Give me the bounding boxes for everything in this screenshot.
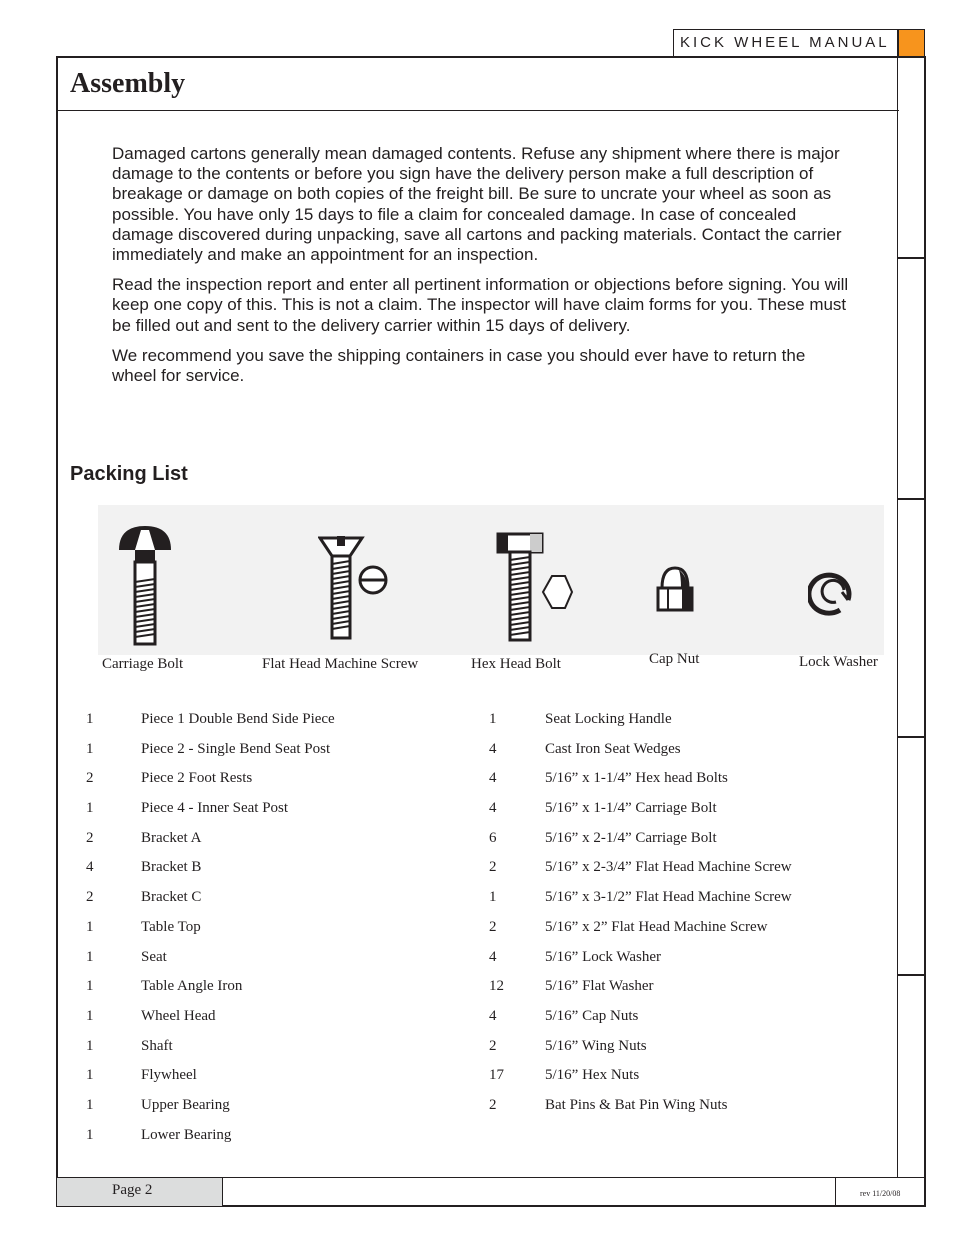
intro-text	[112, 144, 852, 396]
item-quantity: 2	[86, 829, 94, 846]
intro-paragraph: We recommend you save the shipping containers in case you should ever have to return the wheel for service.	[112, 345, 806, 386]
hex-head-bolt-icon	[494, 530, 574, 644]
footer-rev-divider	[835, 1178, 836, 1206]
part-label: Cap Nut	[649, 651, 700, 667]
part-label: Carriage Bolt	[102, 656, 184, 672]
item-name: 5/16” Flat Washer	[545, 978, 654, 995]
flat-head-screw-icon	[318, 534, 390, 642]
packing-list-left	[86, 711, 466, 1156]
item-quantity: 2	[86, 770, 94, 787]
item-name: 5/16” x 2-3/4” Flat Head Machine Screw	[545, 859, 792, 876]
item-quantity: 6	[489, 829, 497, 846]
list-item	[489, 1038, 879, 1068]
item-quantity: 1	[86, 948, 94, 965]
item-name: 5/16” Cap Nuts	[545, 1007, 639, 1024]
item-quantity: 1	[489, 711, 497, 727]
item-name: Lower Bearing	[141, 1126, 232, 1143]
list-item	[86, 919, 466, 949]
item-quantity: 1	[86, 1096, 94, 1113]
item-quantity: 2	[489, 918, 497, 935]
item-name: 5/16” x 1-1/4” Carriage Bolt	[545, 800, 717, 817]
list-item	[86, 741, 466, 771]
list-item	[86, 889, 466, 919]
item-quantity: 1	[86, 1126, 94, 1143]
item-name: 5/16” x 1-1/4” Hex head Bolts	[545, 770, 728, 787]
item-quantity: 1	[489, 889, 497, 906]
list-item	[489, 949, 879, 979]
item-name: Piece 4 - Inner Seat Post	[141, 800, 289, 817]
part-label: Lock Washer	[799, 654, 878, 670]
list-item	[489, 978, 879, 1008]
lock-washer-icon	[808, 568, 860, 616]
list-item	[489, 770, 879, 800]
side-tab-divider	[898, 736, 925, 738]
packing-list-title: Packing List	[70, 463, 188, 485]
item-name: 5/16” x 2-1/4” Carriage Bolt	[545, 829, 717, 846]
list-item	[86, 949, 466, 979]
list-item	[86, 830, 466, 860]
manual-title: KICK WHEEL MANUAL	[680, 34, 890, 51]
list-item	[86, 770, 466, 800]
item-name: Bracket B	[141, 859, 202, 876]
list-item	[489, 1067, 879, 1097]
item-name: Wheel Head	[141, 1007, 216, 1024]
side-tab-divider	[898, 257, 925, 259]
list-item	[86, 1008, 466, 1038]
item-name: Seat Locking Handle	[545, 711, 672, 727]
side-tab-divider	[898, 974, 925, 976]
item-quantity: 17	[489, 1067, 504, 1084]
list-item	[86, 1097, 466, 1127]
cap-nut-icon	[654, 564, 696, 614]
list-item	[86, 711, 466, 741]
packing-list-right	[489, 711, 879, 1127]
item-name: Seat	[141, 948, 167, 965]
item-quantity: 2	[86, 889, 94, 906]
side-margin-rule	[897, 56, 898, 1178]
item-quantity: 12	[489, 978, 504, 995]
item-quantity: 2	[489, 859, 497, 876]
item-quantity: 1	[86, 1007, 94, 1024]
item-quantity: 4	[489, 800, 497, 817]
item-name: Piece 2 Foot Rests	[141, 770, 253, 787]
item-quantity: 1	[86, 1067, 94, 1084]
parts-illustration-panel	[98, 505, 884, 655]
item-name: Flywheel	[141, 1067, 197, 1084]
item-quantity: 4	[86, 859, 94, 876]
item-name: Table Top	[141, 918, 201, 935]
revision-date: rev 11/20/08	[860, 1189, 901, 1198]
list-item	[489, 859, 879, 889]
item-name: Piece 2 - Single Bend Seat Post	[141, 740, 331, 757]
item-quantity: 4	[489, 770, 497, 787]
title-divider	[56, 110, 899, 111]
item-quantity: 4	[489, 740, 497, 757]
list-item	[86, 1038, 466, 1068]
carriage-bolt-icon	[115, 522, 175, 648]
list-item	[86, 859, 466, 889]
part-label: Hex Head Bolt	[471, 656, 561, 672]
side-tab-divider	[898, 498, 925, 500]
list-item	[489, 919, 879, 949]
list-item	[86, 1067, 466, 1097]
item-name: Piece 1 Double Bend Side Piece	[141, 711, 335, 727]
item-name: 5/16” Wing Nuts	[545, 1037, 647, 1054]
page-title: Assembly	[70, 68, 186, 99]
item-quantity: 1	[86, 740, 94, 757]
list-item	[489, 1008, 879, 1038]
item-name: 5/16” x 2” Flat Head Machine Screw	[545, 918, 768, 935]
item-name: Bracket C	[141, 889, 202, 906]
list-item	[86, 1127, 466, 1157]
item-name: 5/16” x 3-1/2” Flat Head Machine Screw	[545, 889, 792, 906]
item-quantity: 4	[489, 1007, 497, 1024]
item-name: 5/16” Lock Washer	[545, 948, 661, 965]
list-item	[86, 800, 466, 830]
intro-paragraph: Damaged cartons generally mean damaged contents. Refuse any shipment where there is major damage to the contents or before you sign have the delivery person make a full description of breakage or damage on both copies of the freight bill. Be sure to uncrate your wheel as soon as possible. You have only 15 days to file a claim for concealed damage. In case of concealed damage discovered during unpacking, save all cartons and packing materials. Contact the carrier immediately and make an appointment for an inspection.	[112, 144, 842, 265]
item-name: Table Angle Iron	[141, 978, 243, 995]
item-quantity: 2	[489, 1037, 497, 1054]
item-quantity: 1	[86, 800, 94, 817]
item-quantity: 1	[86, 978, 94, 995]
list-item	[489, 711, 879, 741]
list-item	[489, 741, 879, 771]
list-item	[489, 830, 879, 860]
list-item	[489, 800, 879, 830]
page-number: Page 2	[112, 1182, 153, 1198]
item-name: Shaft	[141, 1037, 173, 1054]
part-label: Flat Head Machine Screw	[262, 656, 419, 672]
item-name: Bat Pins & Bat Pin Wing Nuts	[545, 1096, 728, 1113]
item-name: Upper Bearing	[141, 1096, 230, 1113]
list-item	[489, 1097, 879, 1127]
item-quantity: 2	[489, 1096, 497, 1113]
item-quantity: 1	[86, 711, 94, 727]
item-name: Cast Iron Seat Wedges	[545, 740, 681, 757]
item-name: 5/16” Hex Nuts	[545, 1067, 640, 1084]
item-quantity: 4	[489, 948, 497, 965]
intro-paragraph: Read the inspection report and enter all pertinent information or objections before signing. You will keep one copy of this. This is not a claim. The inspector will have claim forms for you. These must be filled out and sent to the delivery carrier within 15 days of delivery.	[112, 275, 849, 335]
list-item	[489, 889, 879, 919]
list-item	[86, 978, 466, 1008]
item-quantity: 1	[86, 918, 94, 935]
item-name: Bracket A	[141, 829, 202, 846]
item-quantity: 1	[86, 1037, 94, 1054]
section-tab	[898, 29, 925, 57]
